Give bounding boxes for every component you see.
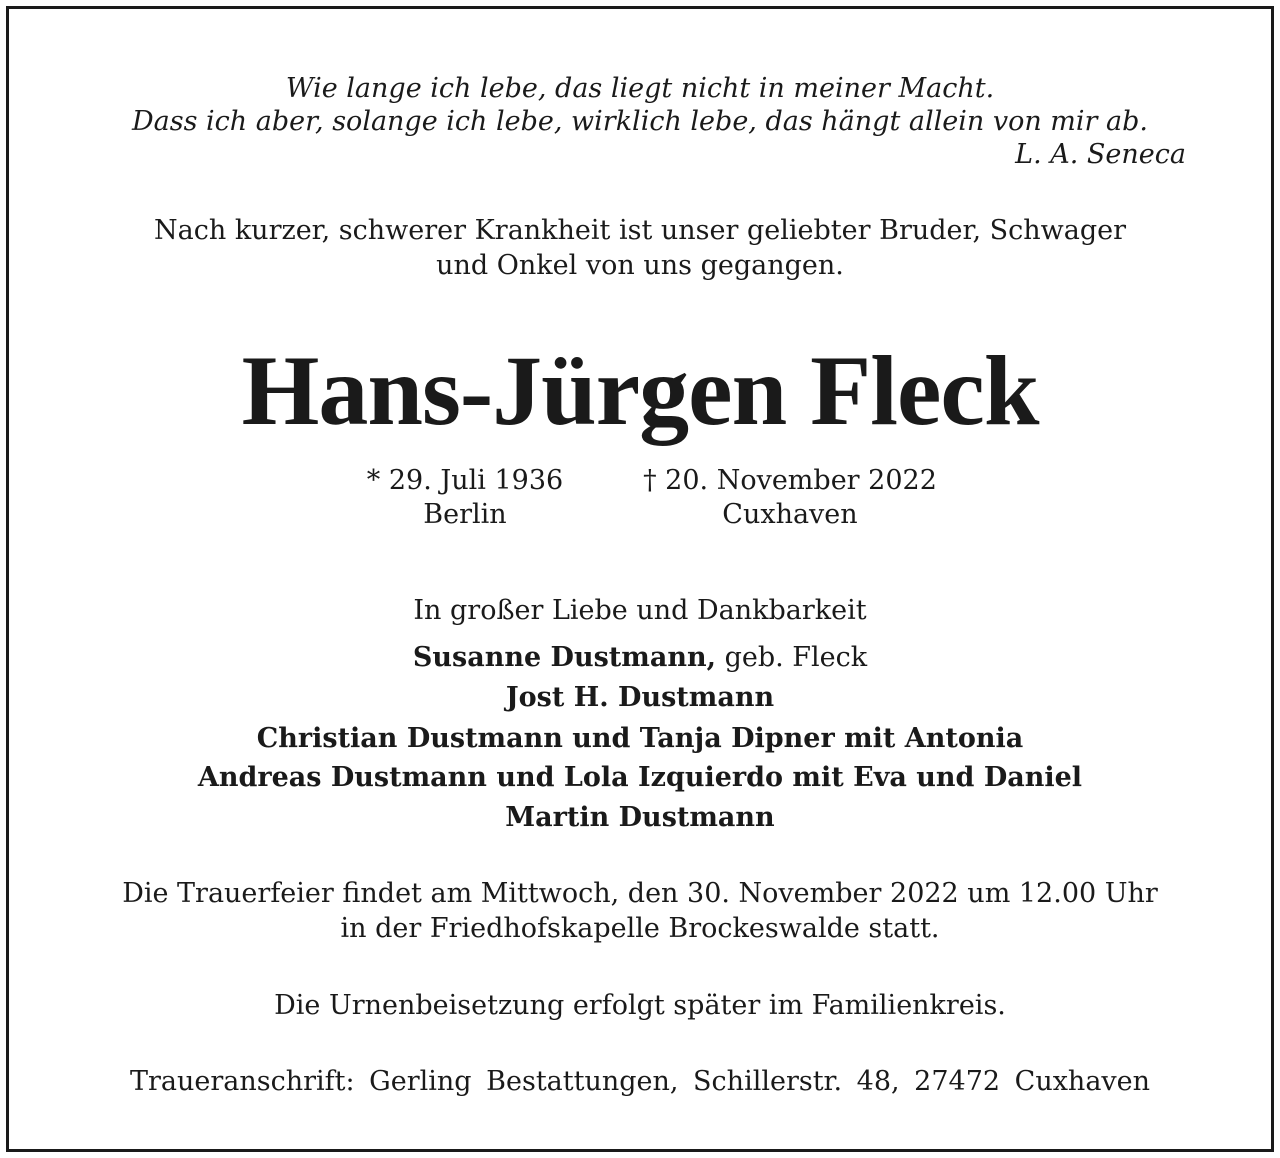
notice-border xyxy=(6,6,1274,1152)
death-block xyxy=(625,464,955,532)
birth-date: * 29. Juli 1936 xyxy=(366,465,564,496)
mourner-first xyxy=(0,641,1280,675)
mourner-first-suffix: geb. Fleck xyxy=(715,642,868,673)
mourner-name: Martin Dustmann xyxy=(505,802,775,833)
birth-place: Berlin xyxy=(423,499,507,530)
ceremony-line-1: Die Trauerfeier findet am Mittwoch, den 30. November 2022 um 12.00 Uhr xyxy=(122,878,1158,909)
quote-line-1: Wie lange ich lebe, das liegt nicht in meiner Macht. xyxy=(285,73,995,104)
ceremony-line-2: in der Friedhofskapelle Brockeswalde statt. xyxy=(340,913,940,944)
quote-author: L. A. Seneca xyxy=(1015,139,1186,170)
death-date: † 20. November 2022 xyxy=(643,465,937,496)
mourners-intro: In großer Liebe und Dankbarkeit xyxy=(413,595,867,626)
mourner-name: Andreas Dustmann und Lola Izquierdo mit Eva und Daniel xyxy=(197,762,1083,793)
intro-line-1: Nach kurzer, schwerer Krankheit ist unser geliebter Bruder, Schwager xyxy=(154,215,1126,246)
mourner-name: Jost H. Dustmann xyxy=(505,682,775,713)
quote-line-2: Dass ich aber, solange ich lebe, wirklich lebe, das hängt allein von mir ab. xyxy=(131,106,1149,137)
burial-text: Die Urnenbeisetzung erfolgt später im Familienkreis. xyxy=(274,990,1006,1021)
mourner-name: Christian Dustmann und Tanja Dipner mit Antonia xyxy=(256,723,1024,754)
mourning-address: Traueranschrift: Gerling Bestattungen, Schillerstr. 48, 27472 Cuxhaven xyxy=(129,1066,1151,1097)
mourner-first-name: Susanne Dustmann, xyxy=(412,642,716,673)
death-place: Cuxhaven xyxy=(722,499,858,530)
birth-block xyxy=(345,464,585,532)
deceased-name: Hans-Jürgen Fleck xyxy=(241,335,1039,446)
intro-line-2: und Onkel von uns gegangen. xyxy=(436,250,844,281)
